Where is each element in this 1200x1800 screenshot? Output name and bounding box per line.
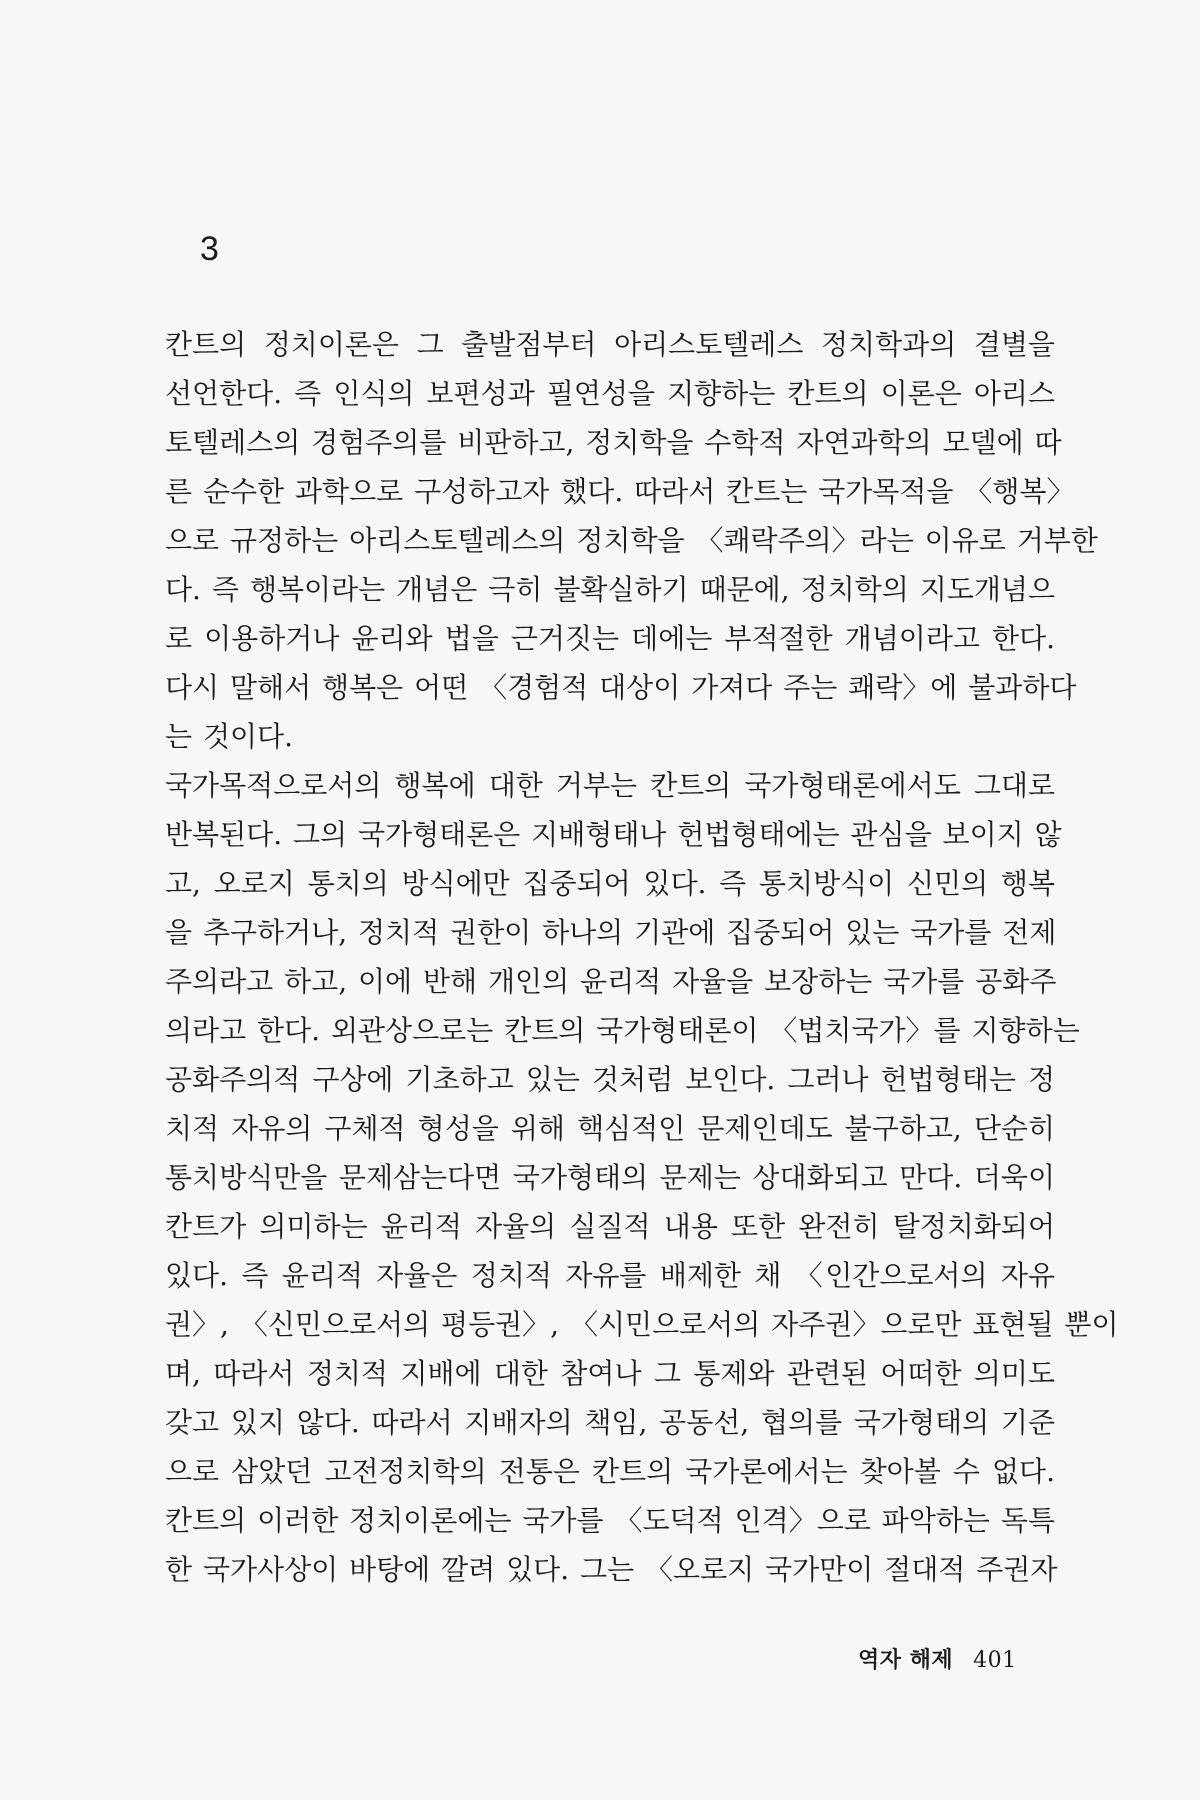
text-line: 선언한다. 즉 인식의 보편성과 필연성을 지향하는 칸트의 이론은 아리스 <box>165 377 1055 410</box>
text-line: 으로 규정하는 아리스토텔레스의 정치학을 〈쾌락주의〉라는 이유로 거부한 <box>165 524 1098 557</box>
text-line: 을 추구하거나, 정치적 권한이 하나의 기관에 집중되어 있는 국가를 전제 <box>165 916 1057 949</box>
text-line: 칸트가 의미하는 윤리적 자율의 실질적 내용 또한 완전히 탈정치화되어 <box>165 1210 1055 1243</box>
page-number: 401 <box>973 1648 1017 1673</box>
text-line: 국가목적으로서의 행복에 대한 거부는 칸트의 국가형태론에서도 그대로 <box>165 769 1055 802</box>
text-line: 다. 즉 행복이라는 개념은 극히 불확실하기 때문에, 정치학의 지도개념으 <box>165 573 1055 606</box>
text-line: 칸트의 이러한 정치이론에는 국가를 〈도덕적 인격〉으로 파악하는 독특 <box>165 1504 1055 1537</box>
text-line: 른 순수한 과학으로 구성하고자 했다. 따라서 칸트는 국가목적을 〈행복〉 <box>165 475 1075 508</box>
text-line: 공화주의적 구상에 기초하고 있는 것처럼 보인다. 그러나 헌법형태는 정 <box>165 1063 1055 1096</box>
text-line: 통치방식만을 문제삼는다면 국가형태의 문제는 상대화되고 만다. 더욱이 <box>165 1161 1055 1194</box>
text-line: 으로 삼았던 고전정치학의 전통은 칸트의 국가론에서는 찾아볼 수 없다. <box>165 1455 1055 1488</box>
text-line: 며, 따라서 정치적 지배에 대한 참여나 그 통제와 관련된 어떠한 의미도 <box>165 1357 1055 1390</box>
text-line: 칸트의 정치이론은 그 출발점부터 아리스토텔레스 정치학과의 결별을 <box>165 328 1055 361</box>
text-line: 치적 자유의 구체적 형성을 위해 핵심적인 문제인데도 불구하고, 단순히 <box>165 1112 1055 1145</box>
text-line: 다시 말해서 행복은 어떤 〈경험적 대상이 가져다 주는 쾌락〉에 불과하다 <box>165 671 1077 704</box>
page-footer <box>858 1643 1017 1674</box>
text-line: 고, 오로지 통치의 방식에만 집중되어 있다. 즉 통치방식이 신민의 행복 <box>165 867 1055 900</box>
text-line: 로 이용하거나 윤리와 법을 근거짓는 데에는 부적절한 개념이라고 한다. <box>165 622 1055 655</box>
text-line: 갖고 있지 않다. 따라서 지배자의 책임, 공동선, 협의를 국가형태의 기준 <box>165 1406 1055 1439</box>
section-number: 3 <box>200 230 219 268</box>
text-line: 한 국가사상이 바탕에 깔려 있다. 그는 〈오로지 국가만이 절대적 주권자 <box>165 1553 1058 1586</box>
text-line: 의라고 한다. 외관상으로는 칸트의 국가형태론이 〈법치국가〉를 지향하는 <box>165 1014 1080 1047</box>
running-footer-title: 역자 해제 <box>858 1647 954 1673</box>
text-line: 있다. 즉 윤리적 자율은 정치적 자유를 배제한 채 〈인간으로서의 자유 <box>165 1259 1055 1292</box>
text-line: 주의라고 하고, 이에 반해 개인의 윤리적 자율을 보장하는 국가를 공화주 <box>165 965 1057 998</box>
text-line: 반복된다. 그의 국가형태론은 지배형태나 헌법형태에는 관심을 보이지 않 <box>165 818 1062 851</box>
text-line: 토텔레스의 경험주의를 비판하고, 정치학을 수학적 자연과학의 모델에 따 <box>165 426 1062 459</box>
text-line: 는 것이다. <box>165 720 293 753</box>
body-text <box>165 320 1119 1594</box>
text-line: 권〉, 〈신민으로서의 평등권〉, 〈시민으로서의 자주권〉으로만 표현될 뿐이 <box>165 1308 1119 1341</box>
